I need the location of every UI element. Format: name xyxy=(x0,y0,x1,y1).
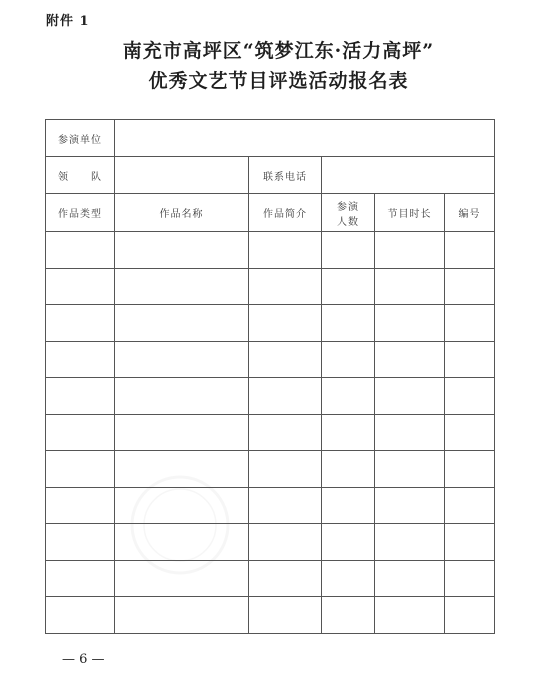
entry-row xyxy=(46,524,495,561)
col-header-count: 参演 人数 xyxy=(322,194,375,232)
entry-cell-duration[interactable] xyxy=(375,232,445,269)
entry-cell-name[interactable] xyxy=(115,232,249,269)
entry-cell-name[interactable] xyxy=(115,268,249,305)
entry-cell-intro[interactable] xyxy=(249,305,322,342)
leader-value-cell[interactable] xyxy=(115,157,249,194)
entry-row xyxy=(46,597,495,634)
entry-cell-type[interactable] xyxy=(46,487,115,524)
entry-row xyxy=(46,341,495,378)
entry-cell-type[interactable] xyxy=(46,560,115,597)
entry-row xyxy=(46,378,495,415)
entry-cell-number[interactable] xyxy=(445,232,495,269)
entry-cell-type[interactable] xyxy=(46,524,115,561)
page-number: — 6 — xyxy=(62,652,105,667)
registration-form-table xyxy=(45,119,495,634)
entry-cell-number[interactable] xyxy=(445,414,495,451)
entry-cell-count[interactable] xyxy=(322,268,375,305)
entry-cell-number[interactable] xyxy=(445,305,495,342)
entry-cell-number[interactable] xyxy=(445,268,495,305)
unit-label: 参演单位 xyxy=(46,120,115,157)
column-header-row xyxy=(46,194,495,232)
entry-cell-name[interactable] xyxy=(115,414,249,451)
entry-cell-name[interactable] xyxy=(115,524,249,561)
entry-cell-count[interactable] xyxy=(322,560,375,597)
unit-row xyxy=(46,120,495,157)
entry-cell-count[interactable] xyxy=(322,378,375,415)
entry-cell-duration[interactable] xyxy=(375,305,445,342)
entry-cell-duration[interactable] xyxy=(375,268,445,305)
entry-cell-duration[interactable] xyxy=(375,414,445,451)
entry-cell-type[interactable] xyxy=(46,597,115,634)
col-header-intro: 作品简介 xyxy=(249,194,322,232)
entry-cell-duration[interactable] xyxy=(375,524,445,561)
attachment-label: 附件 1 xyxy=(46,14,90,29)
entry-row xyxy=(46,451,495,488)
entry-cell-name[interactable] xyxy=(115,305,249,342)
entry-cell-count[interactable] xyxy=(322,232,375,269)
entry-cell-type[interactable] xyxy=(46,378,115,415)
entry-cell-name[interactable] xyxy=(115,487,249,524)
entry-cell-count[interactable] xyxy=(322,341,375,378)
entry-cell-name[interactable] xyxy=(115,451,249,488)
entry-cell-number[interactable] xyxy=(445,341,495,378)
entry-cell-duration[interactable] xyxy=(375,451,445,488)
entry-cell-duration[interactable] xyxy=(375,487,445,524)
entry-row xyxy=(46,305,495,342)
entry-cell-intro[interactable] xyxy=(249,232,322,269)
entry-cell-count[interactable] xyxy=(322,487,375,524)
entry-cell-type[interactable] xyxy=(46,451,115,488)
entry-cell-type[interactable] xyxy=(46,341,115,378)
entry-cell-intro[interactable] xyxy=(249,341,322,378)
entry-cell-number[interactable] xyxy=(445,524,495,561)
form-title-line-1: 南充市高坪区“筑梦江东·活力高坪” xyxy=(122,40,435,62)
entry-cell-type[interactable] xyxy=(46,305,115,342)
phone-value-cell[interactable] xyxy=(322,157,495,194)
entry-cell-count[interactable] xyxy=(322,414,375,451)
entry-cell-number[interactable] xyxy=(445,451,495,488)
phone-label: 联系电话 xyxy=(249,157,322,194)
entry-cell-type[interactable] xyxy=(46,414,115,451)
entry-cell-duration[interactable] xyxy=(375,597,445,634)
entry-cell-name[interactable] xyxy=(115,341,249,378)
entry-cell-duration[interactable] xyxy=(375,560,445,597)
entry-cell-intro[interactable] xyxy=(249,378,322,415)
entry-cell-count[interactable] xyxy=(322,524,375,561)
entry-cell-name[interactable] xyxy=(115,597,249,634)
entry-cell-intro[interactable] xyxy=(249,451,322,488)
entry-cell-intro[interactable] xyxy=(249,268,322,305)
leader-label: 领 队 xyxy=(46,157,115,194)
entry-cell-intro[interactable] xyxy=(249,560,322,597)
col-header-duration: 节目时长 xyxy=(375,194,445,232)
entry-cell-name[interactable] xyxy=(115,378,249,415)
col-header-type: 作品类型 xyxy=(46,194,115,232)
entry-cell-intro[interactable] xyxy=(249,414,322,451)
entry-cell-number[interactable] xyxy=(445,597,495,634)
entry-row xyxy=(46,232,495,269)
entry-cell-count[interactable] xyxy=(322,305,375,342)
entry-row xyxy=(46,560,495,597)
entry-cell-intro[interactable] xyxy=(249,597,322,634)
entry-cell-type[interactable] xyxy=(46,232,115,269)
leader-row xyxy=(46,157,495,194)
form-title-line-2: 优秀文艺节目评选活动报名表 xyxy=(148,70,409,92)
entry-cell-duration[interactable] xyxy=(375,378,445,415)
entry-row xyxy=(46,268,495,305)
col-header-name: 作品名称 xyxy=(115,194,249,232)
entry-row xyxy=(46,487,495,524)
entry-cell-duration[interactable] xyxy=(375,341,445,378)
entry-cell-intro[interactable] xyxy=(249,487,322,524)
entry-cell-number[interactable] xyxy=(445,378,495,415)
entry-cell-intro[interactable] xyxy=(249,524,322,561)
entry-cell-count[interactable] xyxy=(322,597,375,634)
entry-cell-number[interactable] xyxy=(445,560,495,597)
entry-cell-type[interactable] xyxy=(46,268,115,305)
unit-value-cell[interactable] xyxy=(115,120,495,157)
entry-row xyxy=(46,414,495,451)
entry-cell-number[interactable] xyxy=(445,487,495,524)
entry-cell-name[interactable] xyxy=(115,560,249,597)
col-header-number: 编号 xyxy=(445,194,495,232)
entry-cell-count[interactable] xyxy=(322,451,375,488)
